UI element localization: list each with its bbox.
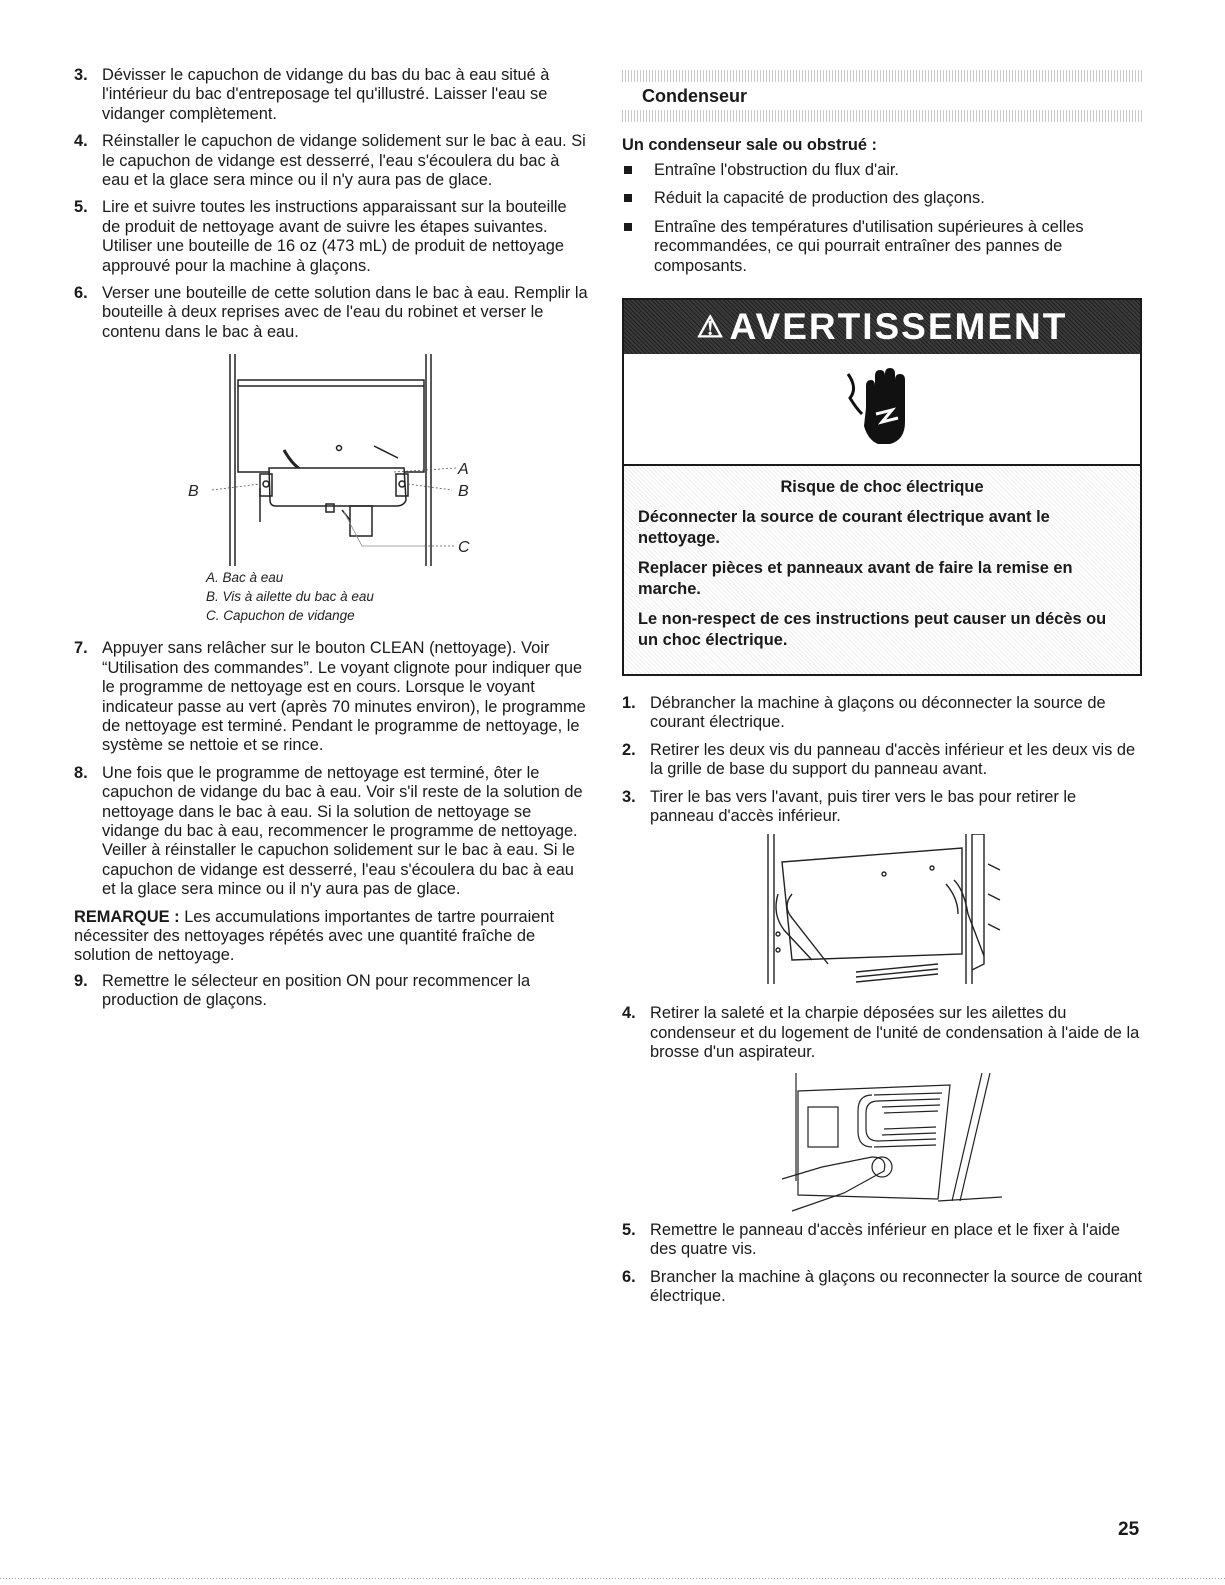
step-text: Retirer la saleté et la charpie déposées sur les ailettes du condenseur et du logement de l'unité de condensation à l'aide de la brosse d'un aspirateur. (650, 1004, 1140, 1062)
warning-line: Replacer pièces et panneaux avant de faire la remise en marche. (638, 559, 1073, 599)
warning-banner-text: AVERTISSEMENT (729, 306, 1068, 348)
step-item: 4. Retirer la saleté et la charpie déposées sur les ailettes du condenseur et du logement de l'unité de condensation à l'aide de la brosse d'un aspirateur. (622, 1004, 1140, 1062)
step-text: Remettre le panneau d'accès inférieur en place et le fixer à l'aide des quatre vis. (650, 1220, 1121, 1259)
condenser-steps-part-2 (622, 1004, 1144, 1062)
panel-removal-drawing (622, 834, 1144, 1004)
figure-label-b-right: B (458, 483, 469, 501)
step-item: 8. Une fois que le programme de nettoyage est terminé, ôter le capuchon de vidange du bac à eau. Voir s'il reste de la solution de nettoyage dans le bac à eau. Si la solution de nettoyage se vidange du bac à eau, recommencer le programme de nettoyage. Veiller à réinstaller le capuchon solidement sur le bac à eau. Si le capuchon de vidange est desserré, l'eau s'écoulera du bac à eau et la glace sera mince ou il n'y aura pas de glace. (74, 763, 583, 899)
warning-title: Risque de choc électrique (780, 478, 984, 497)
step-text: Dévisser le capuchon de vidange du bas du bac à eau situé à l'intérieur du bac d'entreposage tel qu'illustré. Laisser l'eau se vidanger complètement. (102, 66, 550, 123)
right-column (622, 66, 1144, 1314)
bullet-item: Entraîne des températures d'utilisation supérieures à celles recommandées, ce qui pourrait entraîner des pannes de composants. (622, 218, 1144, 276)
warning-line: Le non-respect de ces instructions peut causer un décès ou un choc électrique. (638, 610, 1107, 650)
step-item: 7. Appuyer sans relâcher sur le bouton CLEAN (nettoyage). Voir “Utilisation des commandes”. Le voyant clignote pour indiquer que le programme de nettoyage est en cours. Lorsque le voyant indicateur passe au vert (après 70 minutes environ), le programme de nettoyage est terminé. Pendant le programme de nettoyage, le système se nettoie et se rince. (74, 639, 586, 755)
figure-label-c: C (458, 539, 470, 557)
condenser-vacuum-figure (622, 1071, 1144, 1221)
step-item: 4. Réinstaller le capuchon de vidange solidement sur le bac à eau. Si le capuchon de vidange est desserré, l'eau s'écoulera du bac à eau et la glace sera mince ou il n'y aura pas de glace. (74, 132, 586, 190)
condenser-steps-part-1 (622, 694, 1144, 826)
step-item: 3. Dévisser le capuchon de vidange du bas du bac à eau situé à l'intérieur du bac d'entreposage tel qu'illustré. Laisser l'eau se vidanger complètement. (74, 66, 550, 123)
caption-a: A. Bac à eau (206, 570, 284, 586)
cleaning-steps-part-2 (74, 639, 589, 899)
step-text: Remettre le sélecteur en position ON pour recommencer la production de glaçons. (102, 971, 531, 1010)
header-rule-bottom (622, 110, 1144, 122)
step-item: 6. Brancher la machine à glaçons ou reconnecter la source de courant électrique. (622, 1267, 1143, 1305)
water-trough-drawing (74, 350, 589, 570)
figure-label-b-left: B (188, 483, 199, 501)
step-item: 5. Remettre le panneau d'accès inférieur en place et le fixer à l'aide des quatre vis. (622, 1220, 1121, 1259)
warning-box (622, 298, 1142, 676)
caption-c: C. Capuchon de vidange (206, 608, 355, 624)
header-rule-top (622, 70, 1144, 82)
condenser-vacuum-drawing (622, 1071, 1144, 1221)
left-column (74, 66, 589, 1019)
remark-label: REMARQUE : (74, 907, 180, 926)
water-trough-figure (74, 350, 589, 625)
step-text: Une fois que le programme de nettoyage est terminé, ôter le capuchon de vidange du bac à eau. Voir s'il reste de la solution de nettoyage dans le bac à eau. Si la solution de nettoyage se vidange du bac à eau, recommencer le programme de nettoyage. Veiller à réinstaller le capuchon solidement sur le bac à eau. Si le capuchon de vidange est desserré, l'eau s'écoulera du bac à eau et la glace sera mince ou il n'y aura pas de glace. (102, 763, 583, 899)
step-text: Appuyer sans relâcher sur le bouton CLEAN (nettoyage). Voir “Utilisation des commandes”. Le voyant clignote pour indiquer que le programme de nettoyage est en cours. Lorsque le voyant indicateur passe au vert (après 70 minutes environ), le programme de nettoyage est terminé. Pendant le programme de nettoyage, le système se nettoie et se rince. (102, 639, 586, 755)
panel-removal-figure (622, 834, 1144, 1004)
bullet-item: Entraîne l'obstruction du flux d'air. (622, 161, 1144, 180)
electric-shock-hand-icon (842, 364, 922, 454)
condenser-issues-list (622, 161, 1144, 276)
warning-icon-area (624, 354, 1140, 466)
section-title: Condenseur (642, 86, 748, 106)
warning-triangle-icon: ⚠ (696, 310, 726, 344)
cleaning-steps-part-1 (74, 66, 589, 342)
figure-label-a: A (458, 461, 469, 479)
warning-banner (624, 300, 1140, 354)
step-item: 5. Lire et suivre toutes les instructions apparaissant sur la bouteille de produit de nettoyage avant de suivre les étapes suivantes. Utiliser une bouteille de 16 oz (473 mL) de produit de nettoyage approuvé pour la machine à glaçons. (74, 198, 567, 275)
remark-text: Les accumulations importantes de tartre pourraient nécessiter des nettoyages répétés avec une quantité fraîche de solution de nettoyage. (74, 907, 555, 965)
bottom-rule (0, 1578, 1225, 1579)
condenser-section-header (622, 70, 1144, 122)
step-text: Lire et suivre toutes les instructions apparaissant sur la bouteille de produit de nettoyage avant de suivre les étapes suivantes. Utiliser une bouteille de 16 oz (473 mL) de produit de nettoyage approuvé pour la machine à glaçons. (102, 198, 567, 275)
figure-caption (74, 568, 589, 625)
sub-heading: Un condenseur sale ou obstrué : (622, 136, 878, 154)
step-item: 2. Retirer les deux vis du panneau d'accès inférieur et les deux vis de la grille de base du support du panneau avant. (622, 740, 1136, 779)
step-text: Verser une bouteille de cette solution dans le bac à eau. Remplir la bouteille à deux reprises avec de l'eau du robinet et verser le contenu dans le bac à eau. (102, 284, 588, 341)
step-text: Retirer les deux vis du panneau d'accès inférieur et les deux vis de la grille de base du support du panneau avant. (650, 740, 1136, 779)
step-item: 1. Débrancher la machine à glaçons ou déconnecter la source de courant électrique. (622, 694, 1106, 732)
step-item: 9. Remettre le sélecteur en position ON pour recommencer la production de glaçons. (74, 971, 531, 1010)
condenser-steps-part-3 (622, 1221, 1144, 1307)
bullet-item: Réduit la capacité de production des glaçons. (622, 189, 1144, 208)
caption-b: B. Vis à ailette du bac à eau (206, 589, 374, 605)
step-text: Débrancher la machine à glaçons ou déconnecter la source de courant électrique. (650, 694, 1106, 732)
step-item: 6. Verser une bouteille de cette solution dans le bac à eau. Remplir la bouteille à deux reprises avec de l'eau du robinet et verser le contenu dans le bac à eau. (74, 284, 588, 341)
step-text: Brancher la machine à glaçons ou reconnecter la source de courant électrique. (650, 1267, 1143, 1305)
cleaning-steps-part-3 (74, 972, 589, 1011)
remark-paragraph (74, 908, 589, 966)
step-text: Tirer le bas vers l'avant, puis tirer vers le bas pour retirer le panneau d'accès inférieur. (650, 787, 1077, 826)
step-item: 3. Tirer le bas vers l'avant, puis tirer vers le bas pour retirer le panneau d'accès inférieur. (622, 787, 1077, 826)
step-text: Réinstaller le capuchon de vidange solidement sur le bac à eau. Si le capuchon de vidange est desserré, l'eau s'écoulera du bac à eau et la glace sera mince ou il n'y aura pas de glace. (102, 132, 586, 190)
warning-body (624, 466, 1140, 674)
page-number: 25 (1118, 1519, 1140, 1540)
warning-line: Déconnecter la source de courant électrique avant le nettoyage. (638, 508, 1050, 548)
